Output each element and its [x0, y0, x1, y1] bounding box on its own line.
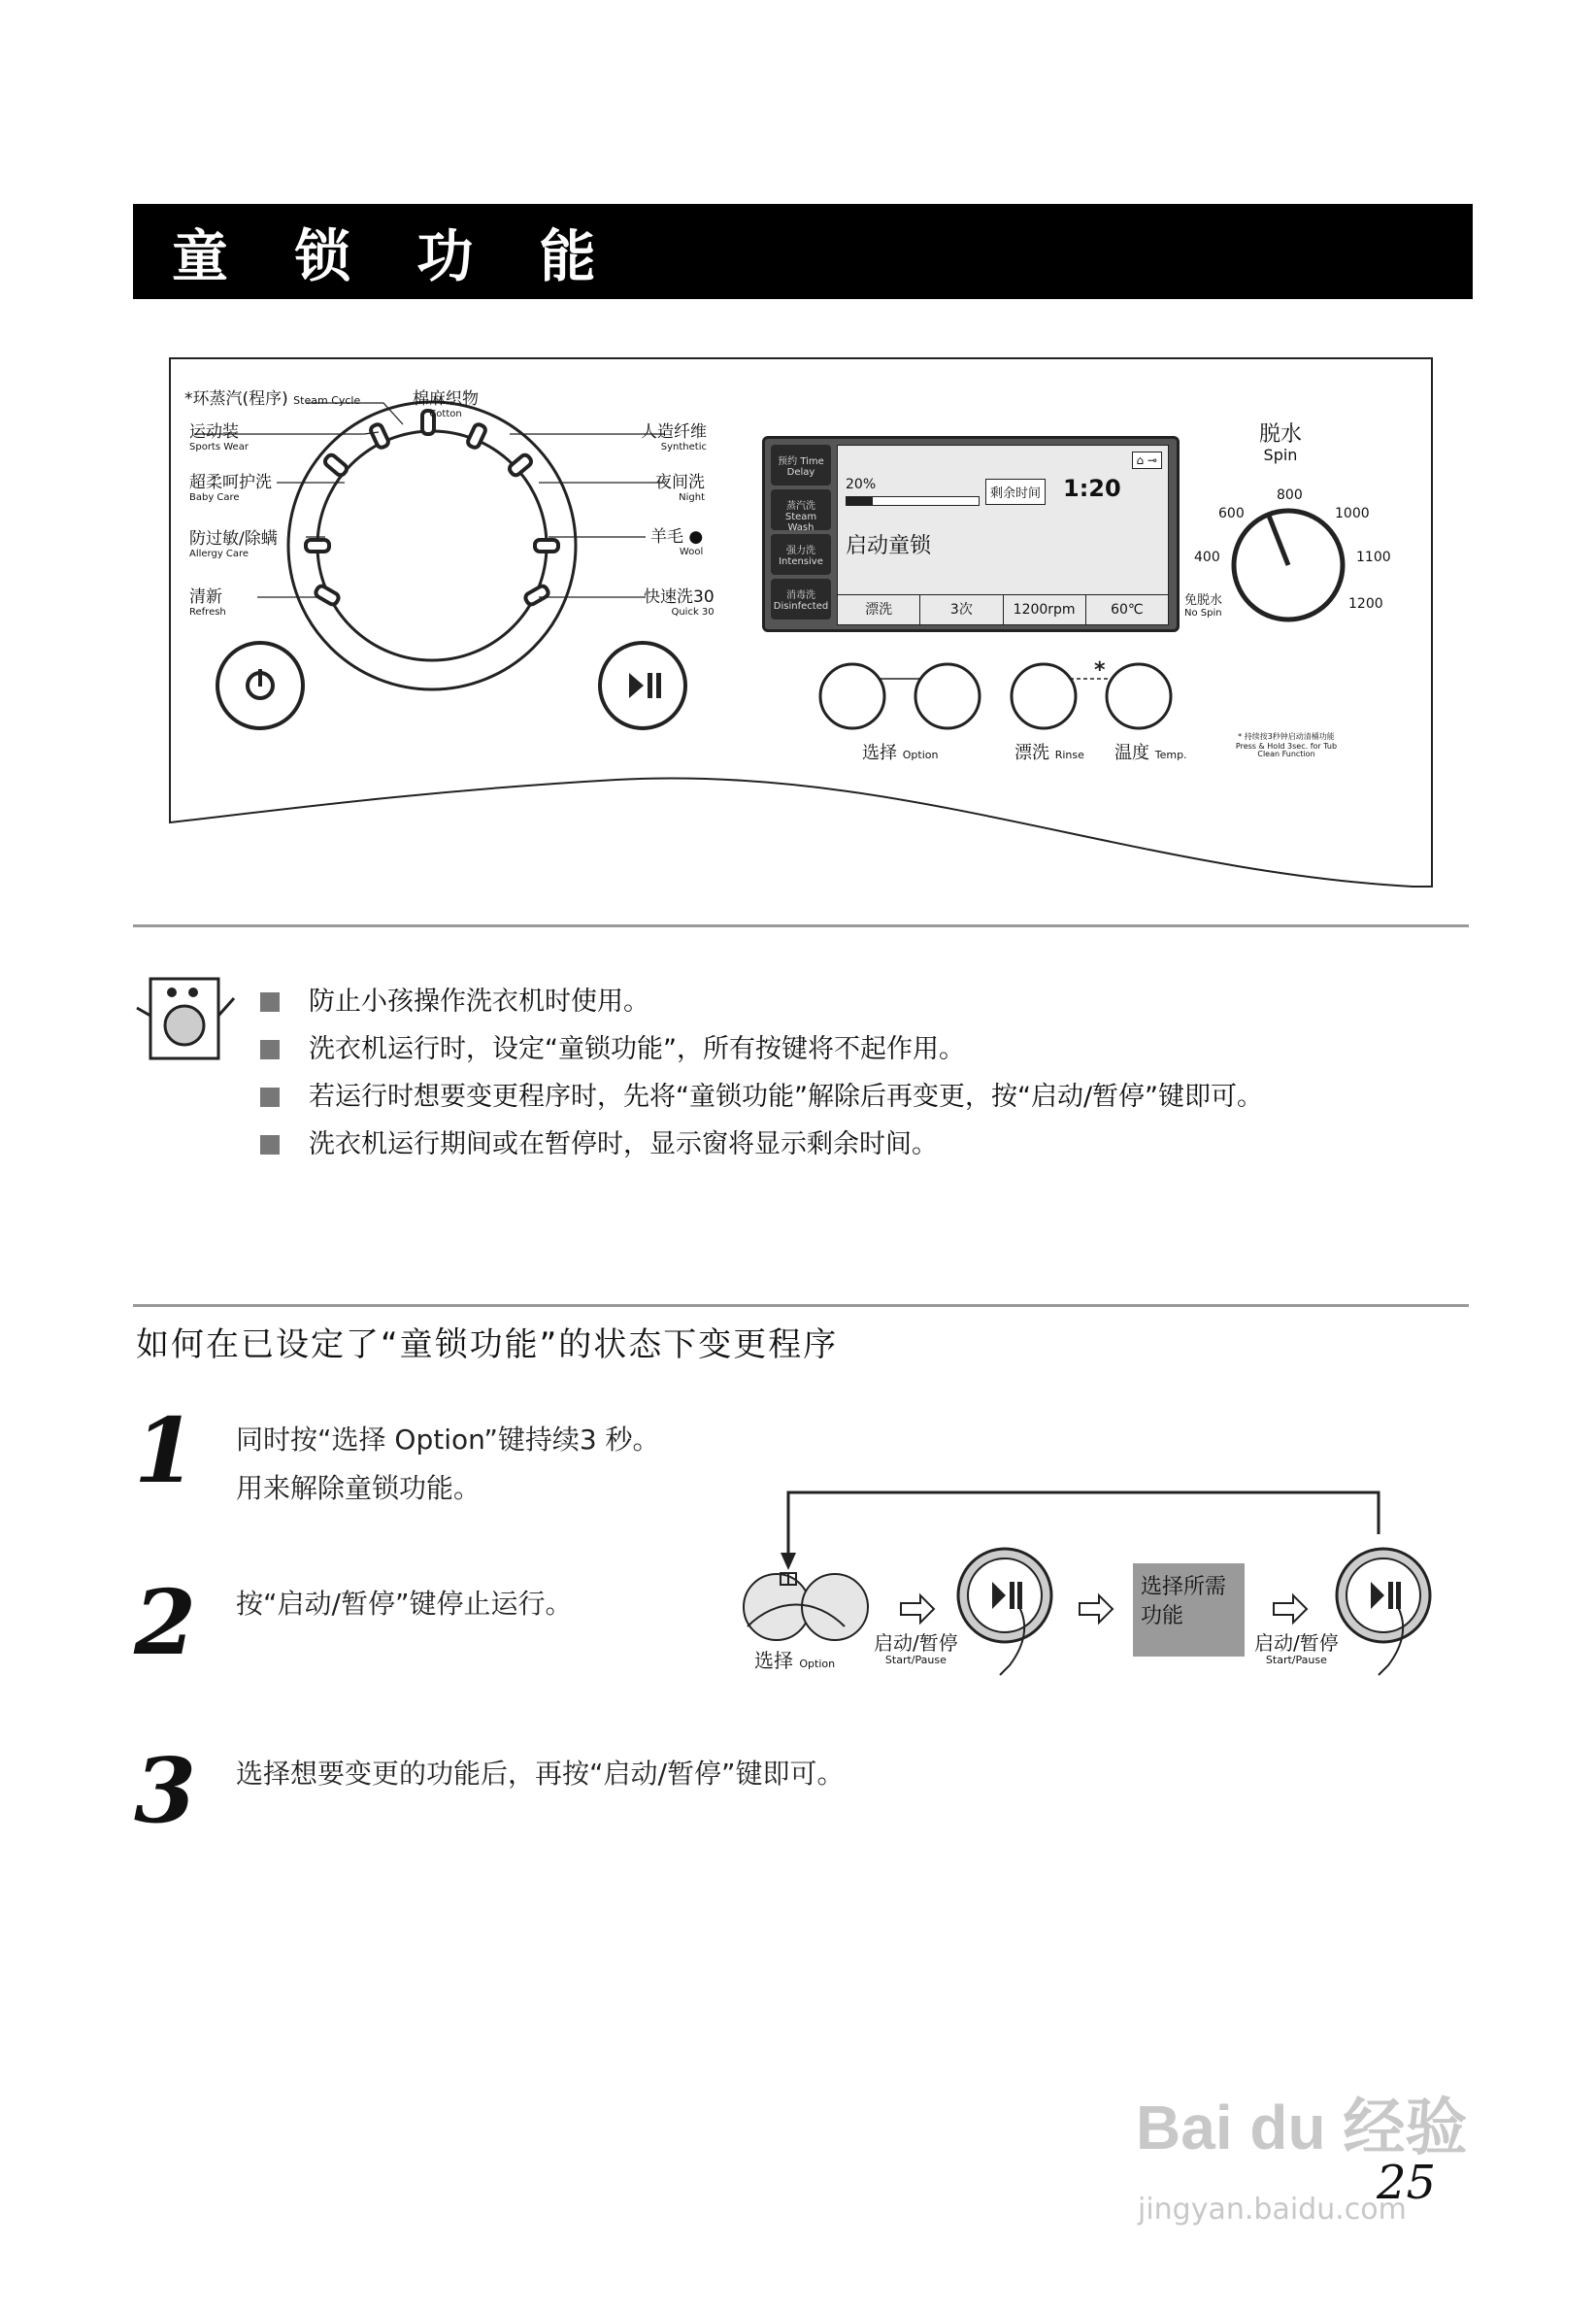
note-item: [260, 978, 1263, 1025]
lcd-side-2[interactable]: 蒸汽洗 Steam Wash: [771, 489, 831, 530]
note-item: [260, 1073, 1263, 1121]
spin-label: [1259, 424, 1302, 463]
temp-zh: 温度: [1114, 743, 1149, 763]
spin-1000: 1000: [1335, 506, 1370, 521]
flow-option-en: Option: [799, 1658, 836, 1670]
baidu-watermark-logo: Bai du 经验: [1136, 2093, 1468, 2162]
flow-select-function-box: 选择所需功能: [1133, 1563, 1245, 1657]
sports-zh: 运动装: [189, 422, 239, 442]
section-title: 童 锁 功 能: [172, 223, 619, 289]
temp-button-label: [1114, 745, 1187, 762]
lcd-display: [762, 436, 1180, 632]
step-2-number: 2: [134, 1570, 197, 1675]
spin-en: Spin: [1263, 446, 1298, 464]
lcd-temp: 60℃: [1111, 602, 1144, 618]
lcd-side-buttons: [771, 445, 831, 623]
spin-800: 800: [1277, 487, 1303, 503]
option-zh: 选择: [862, 743, 897, 763]
flow-start2-label: [1254, 1633, 1339, 1665]
flow-start2-zh: 启动/暂停: [1254, 1631, 1339, 1655]
program-wool-label: 羊毛 ● Wool: [650, 527, 704, 557]
note-text: 防止小孩操作洗衣机时使用。: [309, 987, 649, 1017]
tubclean-en: Press & Hold 3sec. for Tub Clean Function: [1235, 742, 1338, 758]
lcd-status-row: [838, 594, 1168, 624]
lcd-side-3[interactable]: 强力洗 Intensive: [771, 534, 831, 575]
program-allergy-label: [189, 531, 278, 559]
progress-bar: [846, 496, 980, 506]
lcd-message: 启动童锁: [846, 534, 932, 558]
remaining-time: 1:20: [1063, 475, 1121, 502]
remaining-time-label: 剩余时间: [985, 479, 1046, 505]
divider-2: [133, 1304, 1469, 1307]
lcd-screen: [837, 445, 1169, 625]
bullet-square-icon: [260, 1040, 280, 1059]
step-1-line-2: 用来解除童锁功能。: [236, 1472, 482, 1504]
step-2-text: [236, 1580, 572, 1628]
nospin-zh: 免脱水: [1184, 593, 1223, 608]
arrow-right-icon: [1080, 1595, 1113, 1623]
program-sports-label: [189, 424, 249, 452]
baby-en: Baby Care: [189, 492, 240, 503]
flow-option-zh: 选择: [754, 1649, 793, 1672]
step-1-line-1: 同时按“选择 Option”键持续3 秒。: [236, 1424, 660, 1456]
flow-start1-en: Start/Pause: [884, 1654, 947, 1666]
wool-zh: 羊毛: [650, 527, 683, 547]
lcd-rinse-count: 3次: [920, 595, 1003, 624]
sports-en: Sports Wear: [189, 442, 249, 452]
program-synthetic-label: [641, 424, 707, 452]
progress-fill: [847, 497, 873, 505]
washer-mascot-icon: [133, 969, 240, 1066]
quick-zh: 快速洗30: [644, 587, 715, 607]
step-3-text: [236, 1750, 844, 1798]
note-item: [260, 1025, 1263, 1073]
step-1-number: 1: [134, 1398, 197, 1503]
rinse-en: Rinse: [1054, 749, 1084, 761]
wool-en: Wool: [679, 547, 704, 557]
flow-option-label: [754, 1651, 835, 1670]
progress-percent: 20%: [846, 477, 877, 492]
program-quick-label: [644, 589, 715, 618]
program-refresh-label: [189, 589, 226, 618]
flow-start2-en: Start/Pause: [1265, 1654, 1327, 1666]
lcd-side-1[interactable]: 预约 Time Delay: [771, 445, 831, 486]
spin-zh: 脱水: [1259, 422, 1303, 447]
bullet-square-icon: [260, 1088, 280, 1107]
rinse-zh: 漂洗: [1014, 743, 1049, 763]
svg-text:*: *: [1094, 658, 1106, 683]
synthetic-zh: 人造纤维: [641, 422, 707, 442]
note-text: 若运行时想要变更程序时，先将“童锁功能”解除后再变更，按“启动/暂停”键即可。: [309, 1082, 1264, 1112]
arrow-right-icon: [1274, 1595, 1307, 1623]
baby-zh: 超柔呵护洗: [189, 473, 272, 492]
bullet-square-icon: [260, 1135, 280, 1155]
lcd-rinse: 漂洗: [838, 595, 920, 624]
night-en: Night: [679, 492, 705, 503]
option-button-label: [862, 745, 938, 762]
divider-1: [133, 924, 1469, 927]
flow-start1-label: [874, 1633, 958, 1665]
spin-400: 400: [1194, 550, 1220, 565]
lcd-rpm: 1200rpm: [1004, 595, 1086, 624]
arrow-right-icon: [901, 1595, 934, 1623]
note-item: [260, 1121, 1263, 1168]
step-3-line-1: 选择想要变更的功能后，再按“启动/暂停”键即可。: [236, 1758, 845, 1790]
note-text: 洗衣机运行期间或在暂停时，显示窗将显示剩余时间。: [309, 1129, 938, 1159]
night-zh: 夜间洗: [655, 473, 705, 492]
allergy-en: Allergy Care: [189, 549, 249, 559]
note-text: 洗衣机运行时，设定“童锁功能”，所有按键将不起作用。: [309, 1034, 965, 1064]
step-1-text: [236, 1416, 660, 1513]
steam-zh: *环蒸汽(程序): [184, 389, 288, 409]
quick-en: Quick 30: [671, 607, 715, 618]
program-baby-label: [189, 475, 272, 503]
nospin-en: No Spin: [1184, 608, 1222, 619]
program-steam-label: [184, 391, 360, 408]
step-3-number: 3: [134, 1738, 197, 1843]
program-night-label: [655, 475, 705, 503]
lcd-side-4[interactable]: 消毒洗 Disinfected: [771, 579, 831, 620]
tub-clean-note: [1228, 733, 1345, 758]
refresh-zh: 清新: [189, 587, 222, 607]
refresh-en: Refresh: [189, 607, 226, 618]
allergy-zh: 防过敏/除螨: [189, 529, 278, 549]
notes-list: [260, 978, 1263, 1168]
spin-600: 600: [1218, 506, 1245, 521]
tubclean-zh: * 持续按3秒钟启动清桶功能: [1238, 732, 1335, 741]
page-number: 25: [1377, 2156, 1437, 2210]
cotton-en: Cotton: [429, 409, 462, 419]
steam-en: Steam Cycle: [293, 394, 361, 407]
control-panel-illustration: [160, 356, 1434, 888]
bullet-square-icon: [260, 992, 280, 1012]
lock-key-icon: ⌂ ⊸: [1132, 452, 1163, 469]
section-title-bar: [133, 204, 1473, 299]
spin-1100: 1100: [1356, 550, 1391, 565]
synthetic-en: Synthetic: [660, 442, 707, 452]
spin-nospin: [1184, 594, 1222, 619]
cotton-zh: 棉麻织物: [413, 389, 479, 409]
subsection-title: 如何在已设定了“童锁功能”的状态下变更程序: [136, 1325, 839, 1364]
baidu-watermark-url: jingyan.baidu.com: [1138, 2193, 1407, 2227]
option-en: Option: [902, 749, 939, 761]
rinse-button-label: [1014, 745, 1084, 762]
spin-1200: 1200: [1348, 596, 1383, 612]
program-cotton-label: [413, 391, 479, 419]
step-2-line-1: 按“启动/暂停”键停止运行。: [236, 1588, 573, 1620]
temp-en: Temp.: [1154, 749, 1187, 761]
flow-start1-zh: 启动/暂停: [874, 1631, 958, 1655]
